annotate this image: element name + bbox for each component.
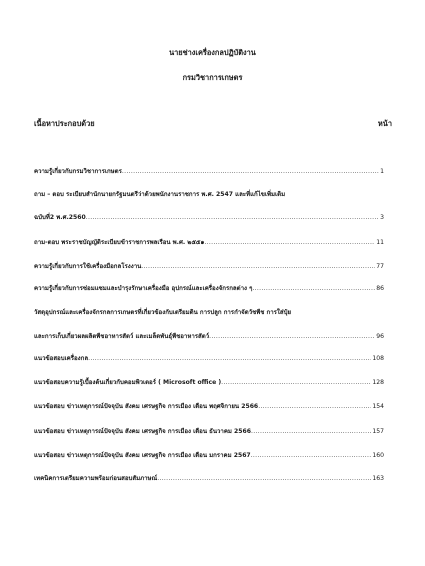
toc-entry-title: ถาม-ตอบ พระราชบัญญัติระเบียบข้าราชการพลเรือน พ.ศ. ๒๕๕๑ xyxy=(34,239,205,246)
toc-entry xyxy=(34,333,384,342)
toc-leader xyxy=(209,333,375,341)
toc-entry-title-line1: วัสดุอุปกรณ์และเครื่องจักรกลการเกษตรที่เกี่ยวข้องกับเตรียมดิน การปลูก การกำจัดวัชพืช การใส่ปุ๋ย xyxy=(34,309,292,316)
toc-entry-title-line1: ถาม – ตอบ ระเบียบสำนักนายกรัฐมนตรีว่าด้วยพนักงานราชการ พ.ศ. 2547 และที่แก้ไขเพิ่มเติม xyxy=(34,191,286,198)
toc-entry-page: 128 xyxy=(372,379,384,386)
toc-entry xyxy=(34,263,384,272)
toc-leader xyxy=(251,428,371,436)
toc-leader xyxy=(86,214,379,222)
toc-entry-page: 154 xyxy=(372,403,384,410)
toc-entry-title: ความรู้เกี่ยวกับการใช้เครื่องมือกลโรงงาน xyxy=(34,263,142,270)
toc-entry xyxy=(34,214,384,223)
toc-entry xyxy=(34,285,384,294)
toc-entry xyxy=(34,239,384,248)
toc-entry-page: 3 xyxy=(380,214,384,221)
toc-entry-page: 1 xyxy=(380,168,384,175)
contents-header: เนื้อหาประกอบด้วย xyxy=(34,119,95,128)
toc-entry-title: แนวข้อสอบเครื่องกล xyxy=(34,355,89,362)
toc-entry-title: แนวข้อสอบความรู้เบื้องต้นเกี่ยวกับคอมพิวเตอร์ ( Microsoft office ) xyxy=(34,379,222,386)
toc-entry xyxy=(34,355,384,364)
toc-entry-page: 96 xyxy=(376,333,384,340)
toc-entry-title: ฉบับที่2 พ.ศ.2560 xyxy=(34,214,86,221)
toc-leader xyxy=(251,452,372,460)
toc-entry-page: 86 xyxy=(376,285,384,292)
toc-leader xyxy=(157,475,371,483)
toc-entry xyxy=(34,452,384,461)
toc-entry xyxy=(34,428,384,437)
toc-entry-page: 157 xyxy=(372,428,384,435)
toc-entry-page: 108 xyxy=(372,355,384,362)
toc-entry xyxy=(34,403,384,412)
toc-entry xyxy=(34,379,384,388)
toc-entry xyxy=(34,168,384,177)
toc-entry-page: 163 xyxy=(372,475,384,482)
page-column-header: หน้า xyxy=(377,119,392,128)
toc-entry-page: 160 xyxy=(372,452,384,459)
toc-entry-title: แนวข้อสอบ ข่าวเหตุการณ์ปัจจุบัน สังคม เศรษฐกิจ การเมือง เดือน พฤศจิกายน 2566 xyxy=(34,403,259,410)
toc-leader xyxy=(221,379,371,387)
toc-entry-title: แนวข้อสอบ ข่าวเหตุการณ์ปัจจุบัน สังคม เศรษฐกิจ การเมือง เดือน ธันวาคม 2566 xyxy=(34,428,252,435)
toc-leader xyxy=(252,285,375,293)
toc-entry-title: เทคนิคการเตรียมความพร้อมก่อนสอบสัมภาษณ์ xyxy=(34,475,158,482)
toc-entry-title: ความรู้เกี่ยวกับการซ่อมแซมและบำรุงรักษาเครื่องมือ อุปกรณ์และเครื่องจักรกลต่าง ๆ xyxy=(34,285,253,292)
toc-entry-title: แนวข้อสอบ ข่าวเหตุการณ์ปัจจุบัน สังคม เศรษฐกิจ การเมือง เดือน มกราคม 2567 xyxy=(34,452,251,459)
toc-leader xyxy=(141,263,375,271)
document-subtitle: กรมวิชาการเกษตร xyxy=(182,73,243,82)
toc-leader xyxy=(258,403,371,411)
toc-entry-page: 77 xyxy=(376,263,384,270)
toc-leader xyxy=(204,239,375,247)
toc-leader xyxy=(88,355,371,363)
toc-entry-title: และการเก็บเกี่ยวผลผลิตพืชอาหารสัตว์ และเมล็ดพันธุ์พืชอาหารสัตว์ xyxy=(34,333,210,340)
toc-leader xyxy=(122,168,379,176)
toc-entry-title: ความรู้เกี่ยวกับกรมวิชาการเกษตร xyxy=(34,168,122,175)
document-title: นายช่างเครื่องกลปฏิบัติงาน xyxy=(169,48,256,57)
toc-entry xyxy=(34,475,384,484)
toc-entry-page: 11 xyxy=(376,239,384,246)
